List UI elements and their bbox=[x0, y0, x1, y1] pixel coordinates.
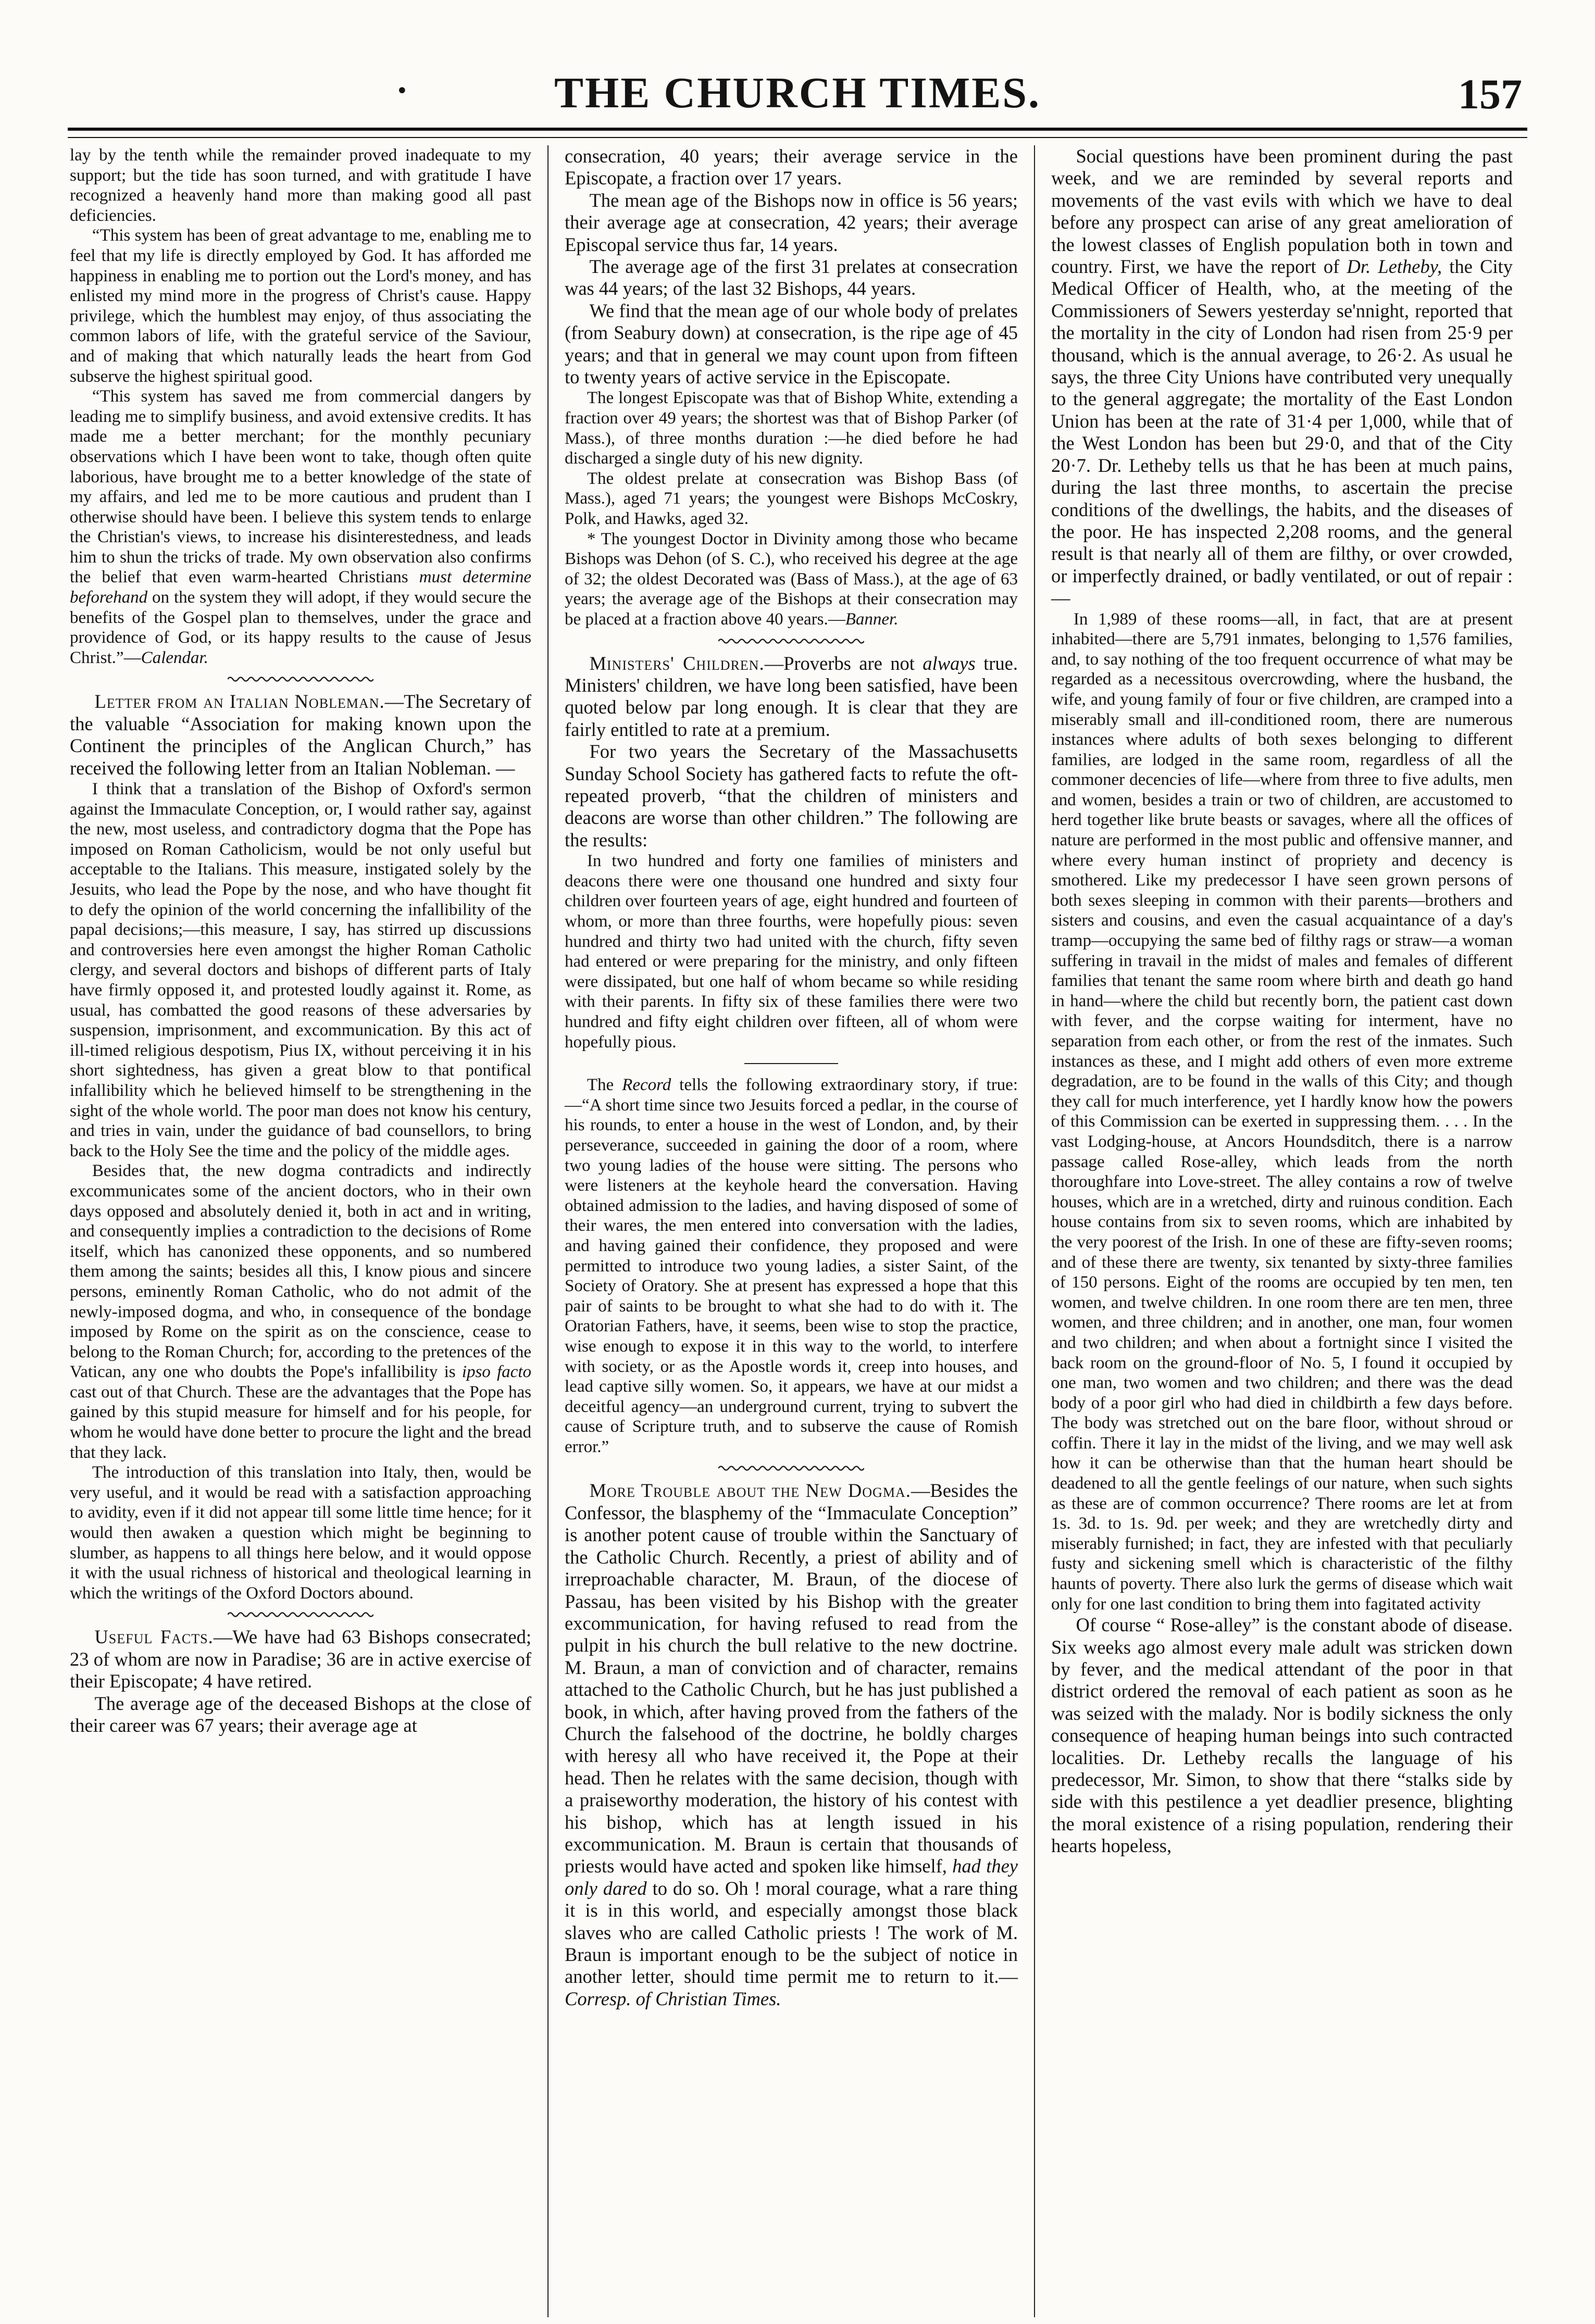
italic-text: Dr. Letheby, bbox=[1347, 256, 1442, 278]
masthead-rule bbox=[68, 128, 1527, 138]
italic-text: always bbox=[923, 652, 976, 674]
text-run: * The youngest Doctor in Divinity among those who became Bishops was Dehon (of S. C.), who received his degree at the age of 32; the oldest Decorated was (Bass of Mass.), at the age of 63 years; the average age of the Bishops at their consecration may be placed at a fraction above 40 years.— bbox=[565, 529, 1018, 629]
article-paragraph: I think that a translation of the Bishop of Oxford's sermon against the Immaculate Conception, or, I would rather say, against the new, most useless, and contradictory dogma that the Pope has imposed on Roman Catholicism, would be not only useful but acceptable to the Italians. This measure, instigated solely by the Jesuits, who lead the Pope by the nose, and who have thought fit to defy the opinion of the world concerning the infallibility of the papal decisions;—this measure, I say, has stirred up discussions and controversies here even amongst the higher Roman Catholic clergy, and several doctors and bishops of different parts of Italy have firmly opposed it, and protested loudly against it. Rome, as usual, has combatted the good reasons of these adversaries by suspension, imprisonment, and excommunication. By this act of ill-timed religious despotism, Pius IX, without perceiving it in his short sightedness, has given a great blow to that pontifical infallibility which he believed himself to be strengthening in the sight of the whole world. The poor man does not know his century, and tries in vain, under the guidance of bad counsellors, to bring back to the Holy See the time and the policy of the middle ages. bbox=[70, 780, 531, 1160]
italic-text: Record bbox=[622, 1076, 671, 1095]
article-paragraph: The introduction of this translation into Italy, then, would be very useful, and it would be read with a satisfaction approaching to avidity, even if it did not appear till some little time hence; for it would then awaken a question which might be beginning to slumber, as happens to all things here below, and it would oppose it with the usual richness of historical and theological learning in which the writings of the Oxford Doctors abound. bbox=[70, 1463, 531, 1603]
article-paragraph: For two years the Secretary of the Massachusetts Sunday School Society has gathered facts to refute the oft-repeated proverb, “that the children of ministers and deacons are worse than other children.” The following are the results: bbox=[565, 741, 1018, 851]
text-run: —We have had 63 Bishops consecrated; 23 of whom are now in Paradise; 36 are in active exercise of their Episcopate; 4 have retired. bbox=[70, 1626, 531, 1692]
section-separator bbox=[565, 1052, 1018, 1075]
article-paragraph: In 1,989 of these rooms—all, in fact, that are at present inhabited—there are 5,791 inmates, belonging to 1,576 families, and, to say nothing of the too frequent occurrence of what may be regarded as a necessitous overcrowding, where the husband, the wife, and young family of four or five children, are cramped into a miserably small and ill-conditioned room, there are numerous instances where adults of both sexes belonging to different families, are lodged in the same room, regardless of all the commoner decencies of life—where from three to five adults, men and women, besides a train or two of children, are accustomed to herd together like brute beasts or savages, where all the offices of nature are performed in the most public and offensive manner, and where every human instinct of propriety and decency is smothered. Like my predecessor I have seen grown persons of both sexes sleeping in common with their parents—brothers and sisters and cousins, and even the casual acquaintance of a day's tramp—occupying the same bed of filthy rags or straw—a woman suffering in travail in the midst of males and females of different families that tenant the same room where birth and death go hand in hand—where the child but recently born, the patient cast down with fever, and the corpse waiting for interment, have no separation from each other, or from the rest of the inmates. Such instances as these, and I might add others of even more extreme degradation, are to be found in the walls of this City; and though they call for much interference, yet I hardly know how the powers of this Commission can be exerted in suppressing them. . . . In the vast Lodging-house, at Ancors Houndsditch, there is a narrow passage called Rose-alley, which leads from the north thoroughfare into Love-street. The alley contains a row of twelve houses, which are in a wretched, dirty and ruinous condition. Each house contains from six to seven rooms, which are inhabited by the very poorest of the Irish. In one of these are fifty-seven rooms; and of these there are twenty, six tenanted by sixty-three families of 150 persons. Eight of the rooms are occupied by ten men, ten women, and twelve children. In one room there are ten men, three women, and three children; and in another, one man, four women and two children; and when about a fortnight since I visited the back room on the ground-floor of No. 5, I found it occupied by one man, two women and two children; and there was the dead body of a poor girl who had died in childbirth a few days before. The body was stretched out on the bare floor, without shroud or coffin. There it lay in the midst of the living, and we may well ask how it can be otherwise than that the human heart should be deadened to all the gentle feelings of our nature, when such sights as these are of common occurrence? There rooms are let at from 1s. 3d. to 1s. 9d. per week; and they are wretchedly dirty and miserably furnished; in fact, they are infested with that peculiarly fusty and sickening smell which is characteristic of the filthy haunts of poverty. There also lurk the germs of disease which wait only for one last condition to bring them into fagitated activity bbox=[1051, 609, 1513, 1614]
article-paragraph: The average age of the deceased Bishops at the close of their career was 67 years; their average age at bbox=[70, 1692, 531, 1736]
masthead-dot: • bbox=[396, 79, 408, 103]
text-run: —Besides the Confessor, the blasphemy of the “Immaculate Conception” is another potent cause of trouble within the Sanctuary of the Catholic Church. Recently, a priest of ability and of irreproachable character, M. Braun, of the diocese of Passau, has been visited by his Bishop with the greater excommunication, for having refused to read from the pulpit in his church the bull relative to the new doctrine. M. Braun, a man of conviction and of character, remains attached to the Catholic Church, but he has just published a book, in which, after having proved from the fathers of the Church the falsehood of the doctrine, he boldly charges with heresy all who have received it, the Pope at their head. Then he relates with the same decision, though with a praiseworthy moderation, the history of his contest with his bishop, which has at length issued in his excommunication. M. Braun is certain that thousands of priests would have acted and spoken like himself, bbox=[565, 1480, 1018, 1877]
text-run: Besides that, the new dogma contradicts and indirectly excommunicates some of the ancient doctors, who in their own days opposed and absolutely denied it, both in act and in writing, and consequently implies a contradiction to the decisions of Rome itself, which has canonized these opponents, and so numbered them among the saints; besides all this, I know pious and sincere persons, eminently Roman Catholic, who do not admit of the newly-imposed dogma, and who, in consequence of the bondage imposed by Rome on the spirit as on the conscience, cease to belong to the Roman Church; for, according to the pretences of the Vatican, any one who doubts the Pope's infallibility is bbox=[70, 1161, 531, 1382]
text-run: Social questions have been prominent during the past week, and we are reminded by several reports and movements of the vast evils with which we have to deal before any prospect can arise of any great amelioration of the lowest classes of English population both in town and country. First, we have the report of bbox=[1051, 145, 1513, 278]
article-paragraph bbox=[1051, 145, 1513, 609]
source-credit: Corresp. of Christian Times. bbox=[565, 1988, 781, 2009]
article-paragraph bbox=[70, 1161, 531, 1463]
article-paragraph: In two hundred and forty one families of ministers and deacons there were one thousand one hundred and sixty four children over fourteen years of age, eight hundred and fourteen of whom, or more than three fourths, were hopefully pious: seven hundred and thirty two had united with the church, fifty seven had entered or were preparing for the ministry, and only fifteen were dissipated, but one half of whom became so while residing with their parents. In fifty six of these families there were two hundred and fifty eight children over fifteen, all of whom were hopefully pious. bbox=[565, 852, 1018, 1052]
column-1 bbox=[68, 145, 542, 2317]
article-paragraph: Of course “ Rose-alley” is the constant abode of disease. Six weeks ago almost every male adult was stricken down by fever, and the medical attendant of the poor in that district ordered the removal of each patient as soon as he was seized with the malady. Nor is bodily sickness the only consequence of heaping human beings into such contracted localities. Dr. Letheby recalls the language of his predecessor, Mr. Simon, to show that there “stalks side by side with this pestilence a yet deadlier presence, blighting the moral existence of a rising population, rendering their hearts hopeless, bbox=[1051, 1614, 1513, 1857]
article-paragraph: “This system has been of great advantage to me, enabling me to feel that my life is directly employed by God. It has afforded me happiness in enabling me to portion out the Lord's money, and has enlisted my mind more in the progress of Christ's cause. Happy privilege, which the humblest may enjoy, of thus associating the common labors of life, with the grateful service of the Saviour, and of making that which naturally leads the heart from God subserve the highest spiritual good. bbox=[70, 226, 531, 386]
article-paragraph bbox=[70, 691, 531, 779]
section-lead: Useful Facts. bbox=[94, 1626, 214, 1648]
italic-text: had they only dared bbox=[565, 1855, 1018, 1899]
text-run: tells the following extraordinary story, if true:—“A short time since two Jesuits forced a pedlar, in the course of his rounds, to enter a house in the west of London, and, by their perseverance, succeeded in gaining the door of a room, where two young ladies of the house were sitting. The persons who were listeners at the keyhole heard the conversation. Having obtained admission to the ladies, and having disposed of some of their wares, the men entered into conversation with the ladies, and having gained their confidence, they proposed and were permitted to introduce two young ladies, a sister Saint, of the Society of Oratory. She at present has expressed a hope that this pair of saints to be brought to what she had to do with it. The Oratorian Fathers, have, it seems, been wise to stop the practice, wise enough to expose it in this way to the world, to interfere with society, or as the Apostle words it, creep into houses, and lead captive silly women. So, it appears, we have at our midst a deceitful agency—an underground current, trying to subvert the cause of Scripture truth, and to subserve the cause of Romish error.” bbox=[565, 1076, 1018, 1456]
article-paragraph bbox=[565, 1480, 1018, 2010]
section-separator bbox=[565, 630, 1018, 653]
section-separator bbox=[70, 668, 531, 691]
section-lead: Ministers' Children. bbox=[589, 652, 765, 674]
section-separator bbox=[70, 1603, 531, 1626]
text-run: “This system has saved me from commercial dangers by leading me to simplify business, and avoid extensive credits. It has made me a better merchant; for the monthly pecuniary observations which I have been wont to take, though often quite laborious, have brought me to a better knowledge of the state of my affairs, and led me to be more cautious and prudent than I otherwise should have been. I believe this system tends to enlarge the Christian's views, to increase his disinterestedness, and leads him to shun the tricks of trade. My own observation also confirms the belief that even warm-hearted Christians bbox=[70, 387, 531, 587]
italic-text: ipso facto bbox=[462, 1363, 531, 1382]
article-paragraph bbox=[70, 1626, 531, 1692]
column-3 bbox=[1041, 145, 1515, 2317]
article-paragraph: The oldest prelate at consecration was Bishop Bass (of Mass.), aged 71 years; the youngest were Bishops McCoskry, Polk, and Hawks, aged 32. bbox=[565, 469, 1018, 529]
article-paragraph bbox=[70, 386, 531, 668]
column-2 bbox=[554, 145, 1028, 2317]
text-run: to do so. Oh ! moral courage, what a rare thing it is in this world, and especially amongst those black slaves who are called Catholic priests ! The work of M. Braun is important enough to be the subject of notice in another letter, should time permit me to return to it.— bbox=[565, 1877, 1018, 1988]
article-paragraph: The average age of the first 31 prelates at consecration was 44 years; of the last 32 Bishops, 44 years. bbox=[565, 256, 1018, 299]
text-run: true. Ministers' children, we have long been satisfied, have been quoted below par long enough. It is clear that they are fairly entitled to rate at a premium. bbox=[565, 652, 1018, 740]
newspaper-title: THE CHURCH TIMES. bbox=[554, 69, 1041, 117]
article-paragraph: The longest Episcopate was that of Bishop White, extending a fraction over 49 years; the shortest was that of Bishop Parker (of Mass.), of three months duration :—he died before he had discharged a single duty of his new dignity. bbox=[565, 389, 1018, 468]
article-paragraph: The mean age of the Bishops now in office is 56 years; their average age at consecration, 42 years; their average Episcopal service thus far, 14 years. bbox=[565, 189, 1018, 255]
text-run: —The Secretary of the valuable “Association for making known upon the Continent the principles of the Anglican Church,” has received the following letter from an Italian Nobleman. — bbox=[70, 691, 532, 779]
article-paragraph bbox=[565, 1075, 1018, 1457]
column-rule bbox=[1034, 145, 1035, 2317]
column-rule bbox=[547, 145, 549, 2317]
text-run: —Proverbs are not bbox=[764, 652, 923, 674]
source-credit: Banner. bbox=[845, 610, 899, 629]
page-number: 157 bbox=[1458, 70, 1522, 118]
text-run: The bbox=[587, 1076, 622, 1095]
text-run: on the system they will adopt, if they would secure the benefits of the Gospel plan to themselves, under the grace and providence of God, or its happy results to the cause of Jesus Christ.”— bbox=[70, 588, 531, 667]
section-separator bbox=[565, 1457, 1018, 1480]
article-paragraph bbox=[565, 653, 1018, 741]
source-credit: Calendar. bbox=[141, 648, 208, 667]
article-paragraph: consecration, 40 years; their average service in the Episcopate, a fraction over 17 years. bbox=[565, 145, 1018, 189]
columns bbox=[68, 145, 1527, 2317]
article-paragraph: We find that the mean age of our whole body of prelates (from Seabury down) at consecration, is the ripe age of 45 years; and that in general we may count upon from fifteen to twenty years of active service in the Episcopate. bbox=[565, 299, 1018, 388]
section-lead: Letter from an Italian Nobleman. bbox=[94, 691, 385, 713]
italic-text: must determine beforehand bbox=[70, 568, 531, 607]
article-paragraph: lay by the tenth while the remainder proved inadequate to my support; but the tide has soon turned, and with gratitude I have recognized a heavenly hand more than making good all past deficiencies. bbox=[70, 146, 531, 225]
text-run: cast out of that Church. These are the advantages that the Pope has gained by this stupid measure for himself and for his people, for whom he would have done better to procure the light and the bread that they lack. bbox=[70, 1382, 531, 1462]
text-run: the City Medical Officer of Health, who, at the meeting of the Commissioners of Sewers yesterday se'nnight, reported that the mortality in the city of London had risen from 25·9 per thousand, which is the annual average, to 26·2. As usual he says, the three City Unions have contributed very unequally to the general aggregate; the mortality of the East London Union has been at the rate of 31·4 per 1,000, while that of the West London has been but 29·0, and that of the City 20·7. Dr. Letheby tells us that he has been at much pains, during the last three months, to ascertain the precise conditions of the dwellings, the habits, and the diseases of the poor. He has inspected 2,208 rooms, and the general result is that nearly all of them are filthy, or over crowded, or imperfectly drained, or badly ventilated, or out of repair :— bbox=[1051, 256, 1513, 609]
section-lead: More Trouble about the New Dogma. bbox=[589, 1480, 911, 1502]
masthead bbox=[68, 36, 1527, 128]
article-paragraph bbox=[565, 529, 1018, 630]
